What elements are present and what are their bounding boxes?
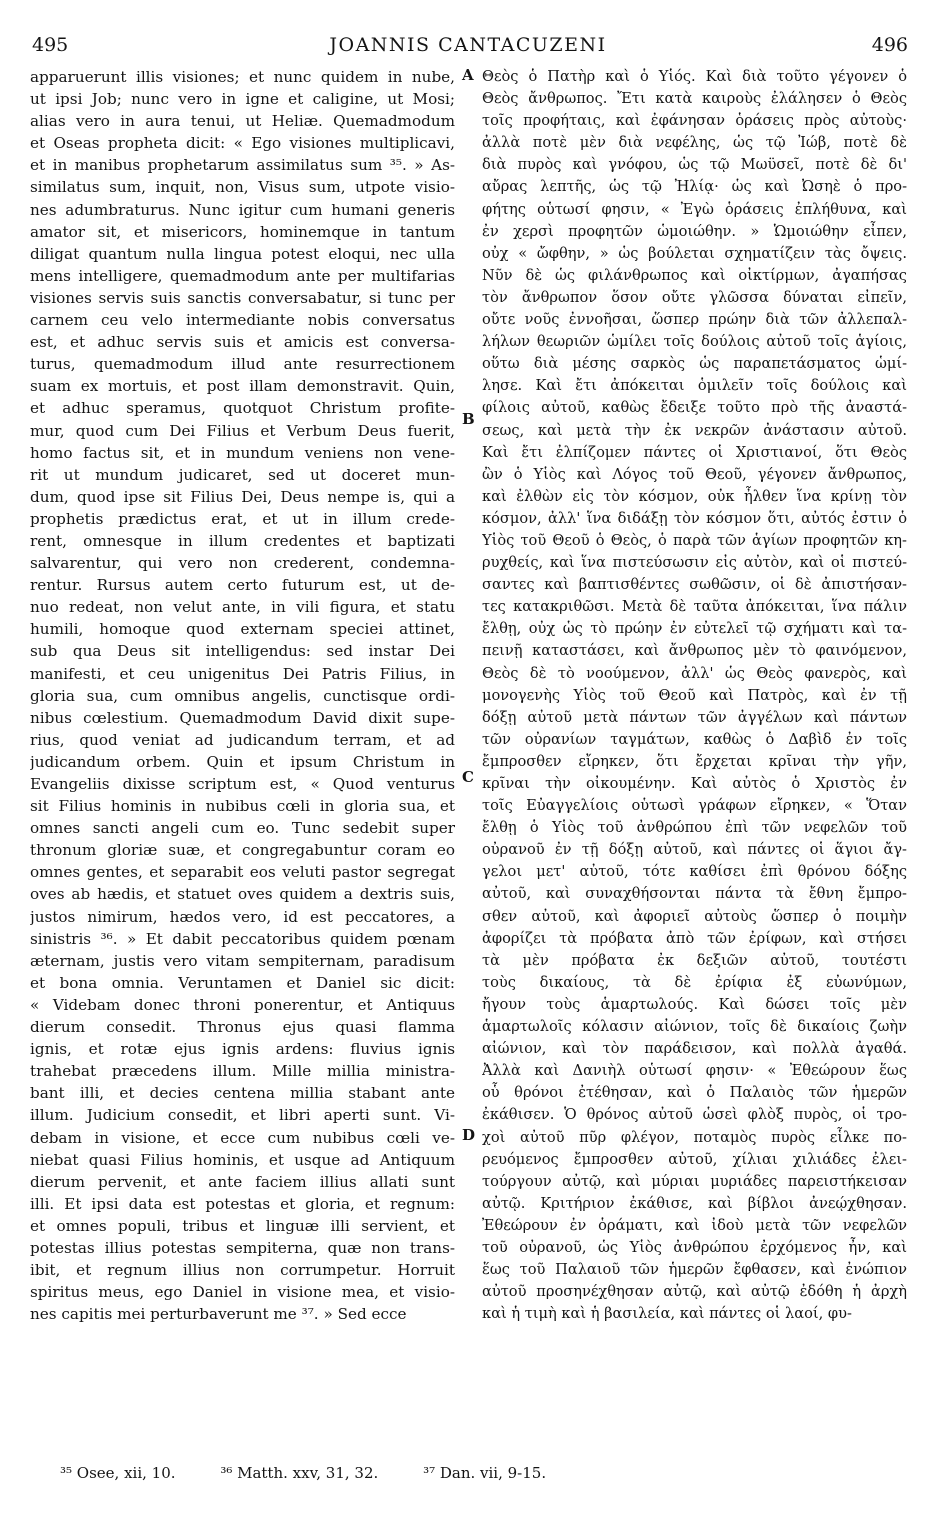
latin-text-line: nes capitis mei perturbaverunt me ³⁷. » Sed ecce xyxy=(30,1305,407,1324)
latin-text-line: et bona omnia. Veruntamen et Daniel sic dicit: xyxy=(30,973,455,992)
greek-text-line: καὶ ἡ τιμὴ καὶ ἡ βασιλεία, καὶ πάντες οἱ λαοί, φυ- xyxy=(482,1305,852,1323)
greek-text-line: οὐχ « ὤφθην, » ὡς βούλεται σχηματίζειν τὰς ὄψεις. xyxy=(482,244,907,262)
latin-text-line: diligat quantum nulla lingua potest eloqui, nec ulla xyxy=(30,244,455,263)
greek-text-line: τὸν ἄνθρωπον ὅσον οὔτε γλῶσσα δύναται εἰπεῖν, xyxy=(482,288,907,306)
latin-text-line: et Oseas propheta dicit: « Ego visiones multiplicavi, xyxy=(30,134,455,153)
latin-text-line: omnes sancti angeli cum eo. Tunc sedebit super xyxy=(30,819,455,838)
latin-text-line: humili, homoque quod externam speciei attinet, xyxy=(30,620,455,639)
greek-text-line: αὐτοῦ, καὶ συναχθήσονται πάντα τὰ ἔθνη ἔμπρο- xyxy=(482,885,907,903)
greek-text-line: γελοι μετ' αὐτοῦ, τότε καθίσει ἐπὶ θρόνου δόξης xyxy=(482,863,907,881)
latin-text-line: carnem ceu velo intermediante nobis conversatus xyxy=(30,311,455,330)
greek-text-line: Ἐθεώρουν ἐν ὁράματι, καὶ ἰδοὺ μετὰ τῶν νεφελῶν xyxy=(482,1216,907,1234)
greek-text-line: τοῖς προφήταις, καὶ ἐφάνησαν ὁράσεις πρὸς αὐτοὺς· xyxy=(482,112,907,130)
latin-text-line: suam ex mortuis, et post illam demonstravit. Quin, xyxy=(30,377,455,396)
greek-text-line: ἕως τοῦ Παλαιοῦ τῶν ἡμερῶν ἔφθασεν, καὶ ἐνώπιον xyxy=(482,1261,907,1279)
greek-text-line: τοῖς Εὐαγγελίοις οὑτωσὶ γράφων εἴρηκεν, « Ὅταν xyxy=(482,797,907,815)
latin-text-line: ibit, et regnum illius non corrumpetur. Horruit xyxy=(30,1261,455,1280)
greek-text-line: φήτης οὑτωσί φησιν, « Ἐγὼ ὁράσεις ἐπλήθυνα, καὶ xyxy=(482,200,907,218)
latin-text-line: illum. Judicium consedit, et libri aperti sunt. Vi- xyxy=(30,1106,455,1125)
latin-text-line: et in manibus prophetarum assimilatus sum ³⁵. » As- xyxy=(30,156,455,175)
greek-text-line: Καὶ ἔτι ἐλπίζομεν πάντες οἱ Χριστιανοί, ὅτι Θεὸς xyxy=(482,443,907,461)
greek-text-line: ρευόμενος ἔμπροσθεν αὐτοῦ, χίλιαι χιλιάδες ἐλει- xyxy=(482,1150,907,1168)
latin-text-line: trahebat præcedens illum. Mille millia ministra- xyxy=(30,1062,455,1081)
latin-text-line: et adhuc speramus, quotquot Christum profite- xyxy=(30,399,455,418)
greek-text-line: αὔρας λεπτῆς, ὡς τῷ Ἠλίᾳ· ὡς καὶ Ὠσηὲ ὁ προ- xyxy=(482,178,907,196)
latin-text-line: prophetis prædictus erat, et ut in illum crede- xyxy=(30,509,455,528)
latin-text-line: rentur. Rursus autem certo futurum est, ut de- xyxy=(30,576,455,595)
page-number-left: 495 xyxy=(32,34,69,56)
latin-text-line: dierum pervenit, et ante faciem illius allati sunt xyxy=(30,1172,455,1191)
latin-text-line: nuo redeat, non velut ante, in vili figura, et statu xyxy=(30,598,455,617)
greek-text-line: ἐκάθισεν. Ὁ θρόνος αὐτοῦ ὡσεὶ φλὸξ πυρὸς, οἱ τρο- xyxy=(482,1106,907,1124)
greek-text-line: τες κατακριθῶσι. Μετὰ δὲ ταῦτα ἀπόκειται, ἵνα πάλιν xyxy=(482,598,907,616)
latin-text-line: turus, quemadmodum illud ante resurrectionem xyxy=(30,355,455,374)
margin-marker-b: B xyxy=(462,410,475,428)
latin-text-line: justos nimirum, hædos vero, id est peccatores, a xyxy=(30,907,455,926)
latin-text-line: potestas illius potestas sempiterna, quæ non trans- xyxy=(30,1238,455,1257)
latin-text-line: sub qua Deus sit intelligendus: sed instar Dei xyxy=(30,642,455,661)
latin-text-line: et omnes populi, tribus et linguæ illi servient, et xyxy=(30,1216,455,1235)
footnote-35: ³⁵ Osee, xii, 10. xyxy=(60,1464,176,1482)
greek-text-line: οὗ θρόνοι ἐτέθησαν, καὶ ὁ Παλαιὸς τῶν ἡμερῶν xyxy=(482,1084,907,1102)
greek-text-line: χοὶ αὐτοῦ πῦρ φλέγον, ποταμὸς πυρὸς εἷλκε πο- xyxy=(482,1128,907,1146)
greek-text-line: τὰ μὲν πρόβατα ἐκ δεξιῶν αὐτοῦ, τουτέστι xyxy=(482,951,907,969)
greek-text-line: τῶν οὐρανίων ταγμάτων, καθὼς ὁ Δαβὶδ ἐν τοῖς xyxy=(482,730,907,748)
latin-text-line: dierum consedit. Thronus ejus quasi flamma xyxy=(30,1018,455,1037)
footnote-37: ³⁷ Dan. vii, 9-15. xyxy=(423,1464,547,1482)
footnote-36: ³⁶ Matth. xxv, 31, 32. xyxy=(220,1464,379,1482)
greek-text-line: τούργουν αὐτῷ, καὶ μύριαι μυριάδες παρειστήκεισαν xyxy=(482,1172,907,1190)
latin-text-line: æternam, justis vero vitam sempiternam, paradisum xyxy=(30,951,455,970)
greek-text-line: ἀφορίζει τὰ πρόβατα ἀπὸ τῶν ἐρίφων, καὶ στήσει xyxy=(482,929,907,947)
margin-marker-c: C xyxy=(462,768,474,786)
latin-text-line: mens intelligere, quemadmodum ante per multifarias xyxy=(30,266,455,285)
latin-text-line: rit ut mundum judicaret, sed ut doceret mun- xyxy=(30,465,455,484)
latin-text-line: ut ipsi Job; nunc vero in igne et caligine, ut Mosi; xyxy=(30,90,455,109)
latin-text-line: spiritus meus, ego Daniel in visione mea, et visio- xyxy=(30,1283,455,1302)
greek-text-line: λησε. Καὶ ἔτι ἀπόκειται ὁμιλεῖν τοῖς δούλοις καὶ xyxy=(482,377,907,395)
greek-text-line: κόσμον, ἀλλ' ἵνα διδάξῃ τὸν κόσμον ὅτι, αὐτός ἐστιν ὁ xyxy=(482,509,907,527)
latin-text-line: est, et adhuc servis suis et amicis est conversa- xyxy=(30,333,455,352)
greek-text-line: τοῦ οὐρανοῦ, ὡς Υἱὸς ἀνθρώπου ἐρχόμενος ἦν, καὶ xyxy=(482,1238,907,1256)
latin-text-line: visiones servis suis sanctis conversabatur, si tunc per xyxy=(30,288,455,307)
greek-text-line: ἀλλὰ ποτὲ μὲν διὰ νεφέλης, ὡς τῷ Ἰώβ, ποτὲ δὲ xyxy=(482,134,907,152)
greek-text-line: σαντες καὶ βαπτισθέντες σωθῶσιν, οἱ δὲ ἀπιστήσαν- xyxy=(482,576,907,594)
latin-text-line: omnes gentes, et separabit eos veluti pastor segregat xyxy=(30,863,455,882)
greek-text-line: Ἀλλὰ καὶ Δανιὴλ οὑτωσί φησιν· « Ἐθεώρουν ἕως xyxy=(482,1062,907,1080)
greek-text-line: καὶ ἐλθὼν εἰς τὸν κόσμον, οὐκ ἦλθεν ἵνα κρίνῃ τὸν xyxy=(482,487,907,505)
latin-text-line: illi. Et ipsi data est potestas et gloria, et regnum: xyxy=(30,1194,455,1213)
greek-text-line: Θεὸς δὲ τὸ νοούμενον, ἀλλ' ὡς Θεὸς φανερὸς, καὶ xyxy=(482,664,907,682)
latin-text-line: mur, quod cum Dei Filius et Verbum Deus fuerit, xyxy=(30,421,455,440)
latin-text-line: alias vero in aura tenui, ut Heliæ. Quemadmodum xyxy=(30,112,455,131)
greek-text-line: οὔτε νοῦς ἐννοῆσαι, ὥσπερ πρώην διὰ τῶν ἀλλεπαλ- xyxy=(482,311,907,329)
latin-text-line: ignis, et rotæ ejus ignis ardens: fluvius ignis xyxy=(30,1040,455,1059)
latin-text-line: amator sit, et misericors, hominemque in tantum xyxy=(30,222,455,241)
greek-text-line: δόξῃ αὐτοῦ μετὰ πάντων τῶν ἀγγέλων καὶ πάντων xyxy=(482,708,907,726)
margin-marker-d: D xyxy=(462,1126,476,1144)
latin-text-line: similatus sum, inquit, non, Visus sum, utpote visio- xyxy=(30,178,455,197)
greek-text-line: Θεὸς ὁ Πατὴρ καὶ ὁ Υἱός. Καὶ διὰ τοῦτο γέγονεν ὁ xyxy=(482,68,907,85)
greek-text-line: αὐτοῦ προσηνέχθησαν αὐτῷ, καὶ αὐτῷ ἐδόθη ἡ ἀρχὴ xyxy=(482,1283,907,1301)
greek-text-line: ἁμαρτωλοῖς κόλασιν αἰώνιον, τοῖς δὲ δικαίοις ζωὴν xyxy=(482,1018,907,1036)
greek-text-line: ρυχθείς, καὶ ἵνα πιστεύσωσιν εἰς αὐτὸν, καὶ οἱ πιστεύ- xyxy=(482,554,907,572)
greek-text-line: διὰ πυρὸς καὶ γνόφου, ὡς τῷ Μωϋσεῖ, ποτὲ δὲ δι' xyxy=(482,156,907,174)
running-header xyxy=(28,34,908,64)
latin-text-line: salvarentur, qui vero non crederent, condemna- xyxy=(30,554,455,573)
latin-text-line: apparuerunt illis visiones; et nunc quidem in nube, xyxy=(30,68,455,86)
greek-text-line: ἔλθῃ ὁ Υἱὸς τοῦ ἀνθρώπου ἐπὶ τῶν νεφελῶν τοῦ xyxy=(482,819,907,837)
greek-text-line: Νῦν δὲ ὡς φιλάνθρωπος καὶ οἰκτίρμων, ἀγαπήσας xyxy=(482,266,907,284)
greek-text-line: οὐρανοῦ ἐν τῇ δόξῃ αὐτοῦ, καὶ πάντες οἱ ἅγιοι ἄγ- xyxy=(482,841,907,859)
latin-text-line: sit Filius hominis in nubibus cœli in gloria sua, et xyxy=(30,797,455,816)
greek-text-line: ὢν ὁ Υἱὸς καὶ Λόγος τοῦ Θεοῦ, γέγονεν ἄνθρωπος, xyxy=(482,465,907,483)
greek-text-line: αὐτῷ. Κριτήριον ἐκάθισε, καὶ βίβλοι ἀνεῴχθησαν. xyxy=(482,1194,907,1212)
latin-text-line: nes adumbraturus. Nunc igitur cum humani generis xyxy=(30,200,455,219)
latin-text-line: Evangeliis dixisse scriptum est, « Quod venturus xyxy=(30,775,455,793)
latin-text-line: dum, quod ipse sit Filius Dei, Deus nempe is, qui a xyxy=(30,487,455,506)
latin-text-line: manifesti, et ceu unigenitus Dei Patris Filius, in xyxy=(30,664,455,683)
latin-text-line: bant illi, et decies centena millia stabant ante xyxy=(30,1084,455,1103)
greek-column xyxy=(482,66,907,1325)
greek-text-line: πεινῇ καταστάσει, καὶ ἄνθρωπος μὲν τὸ φαινόμενον, xyxy=(482,642,907,660)
greek-text-line: ἤγουν τοὺς ἁμαρτωλούς. Καὶ δώσει τοῖς μὲν xyxy=(482,995,907,1013)
greek-text-line: Υἱὸς τοῦ Θεοῦ ὁ Θεὸς, ὁ παρὰ τῶν ἁγίων προφητῶν κη- xyxy=(482,531,907,549)
latin-text-line: gloria sua, cum omnibus angelis, cunctisque ordi- xyxy=(30,686,455,705)
greek-text-line: Θεὸς ἄνθρωπος. Ἔτι κατὰ καιροὺς ἐλάλησεν ὁ Θεὸς xyxy=(482,90,907,108)
greek-text-line: ἔλθῃ, οὐχ ὡς τὸ πρώην ἐν εὐτελεῖ τῷ σχήματι καὶ τα- xyxy=(482,620,907,638)
latin-text-line: homo factus sit, et in mundum veniens non vene- xyxy=(30,443,455,462)
greek-text-line: σεως, καὶ μετὰ τὴν ἐκ νεκρῶν ἀνάστασιν αὐτοῦ. xyxy=(482,421,907,439)
latin-text-line: thronum gloriæ suæ, et congregabuntur coram eo xyxy=(30,841,455,860)
latin-text-line: judicandum orbem. Quin et ipsum Christum in xyxy=(30,752,455,771)
greek-text-line: σθεν αὐτοῦ, καὶ ἀφοριεῖ αὐτοὺς ὥσπερ ὁ ποιμὴν xyxy=(482,907,907,925)
latin-text-line: niebat quasi Filius hominis, et usque ad Antiquum xyxy=(30,1150,455,1169)
latin-text-line: debam in visione, et ecce cum nubibus cœli ve- xyxy=(30,1128,455,1147)
greek-text-line: φίλοις αὐτοῦ, καθὼς ἔδειξε τοῦτο πρὸ τῆς ἀναστά- xyxy=(482,399,907,417)
latin-text-line: sinistris ³⁶. » Et dabit peccatoribus quidem pœnam xyxy=(30,929,455,948)
greek-text-line: ἔμπροσθεν εἴρηκεν, ὅτι ἔρχεται κρῖναι τὴν γῆν, xyxy=(482,752,907,770)
latin-text-line: nibus cœlestium. Quemadmodum David dixit supe- xyxy=(30,708,455,727)
greek-text-line: ἐν χερσὶ προφητῶν ὡμοιώθην. » Ὡμοιώθην εἶπεν, xyxy=(482,222,907,240)
greek-text-line: κρῖναι τὴν οἰκουμένην. Καὶ αὐτὸς ὁ Χριστὸς ἐν xyxy=(482,775,907,792)
running-title: JOANNIS CANTACUZENI xyxy=(329,34,607,56)
latin-text-line: rent, omnesque in illum credentes et baptizati xyxy=(30,531,455,550)
latin-text-line: oves ab hædis, et statuet oves quidem a dextris suis, xyxy=(30,885,455,904)
footnotes xyxy=(60,1462,880,1484)
margin-marker-a: A xyxy=(462,66,474,84)
greek-text-line: οὕτω διὰ μέσης σαρκὸς ὡς παραπετάσματος ὡμί- xyxy=(482,355,907,373)
greek-text-line: τοὺς δικαίους, τὰ δὲ ἐρίφια ἐξ εὐωνύμων, xyxy=(482,973,907,991)
greek-text-line: λήλων θεωριῶν ὡμίλει τοῖς δούλοις αὐτοῦ τοῖς ἁγίοις, xyxy=(482,333,907,351)
greek-text-line: μονογενὴς Υἱὸς τοῦ Θεοῦ καὶ Πατρὸς, καὶ ἐν τῇ xyxy=(482,686,907,704)
page-number-right: 496 xyxy=(871,34,908,56)
latin-column xyxy=(30,66,455,1325)
latin-text-line: rius, quod veniat ad judicandum terram, et ad xyxy=(30,730,455,749)
greek-text-line: αἰώνιον, καὶ τὸν παράδεισον, καὶ πολλὰ ἀγαθά. xyxy=(482,1040,907,1058)
latin-text-line: « Videbam donec throni ponerentur, et Antiquus xyxy=(30,995,455,1014)
